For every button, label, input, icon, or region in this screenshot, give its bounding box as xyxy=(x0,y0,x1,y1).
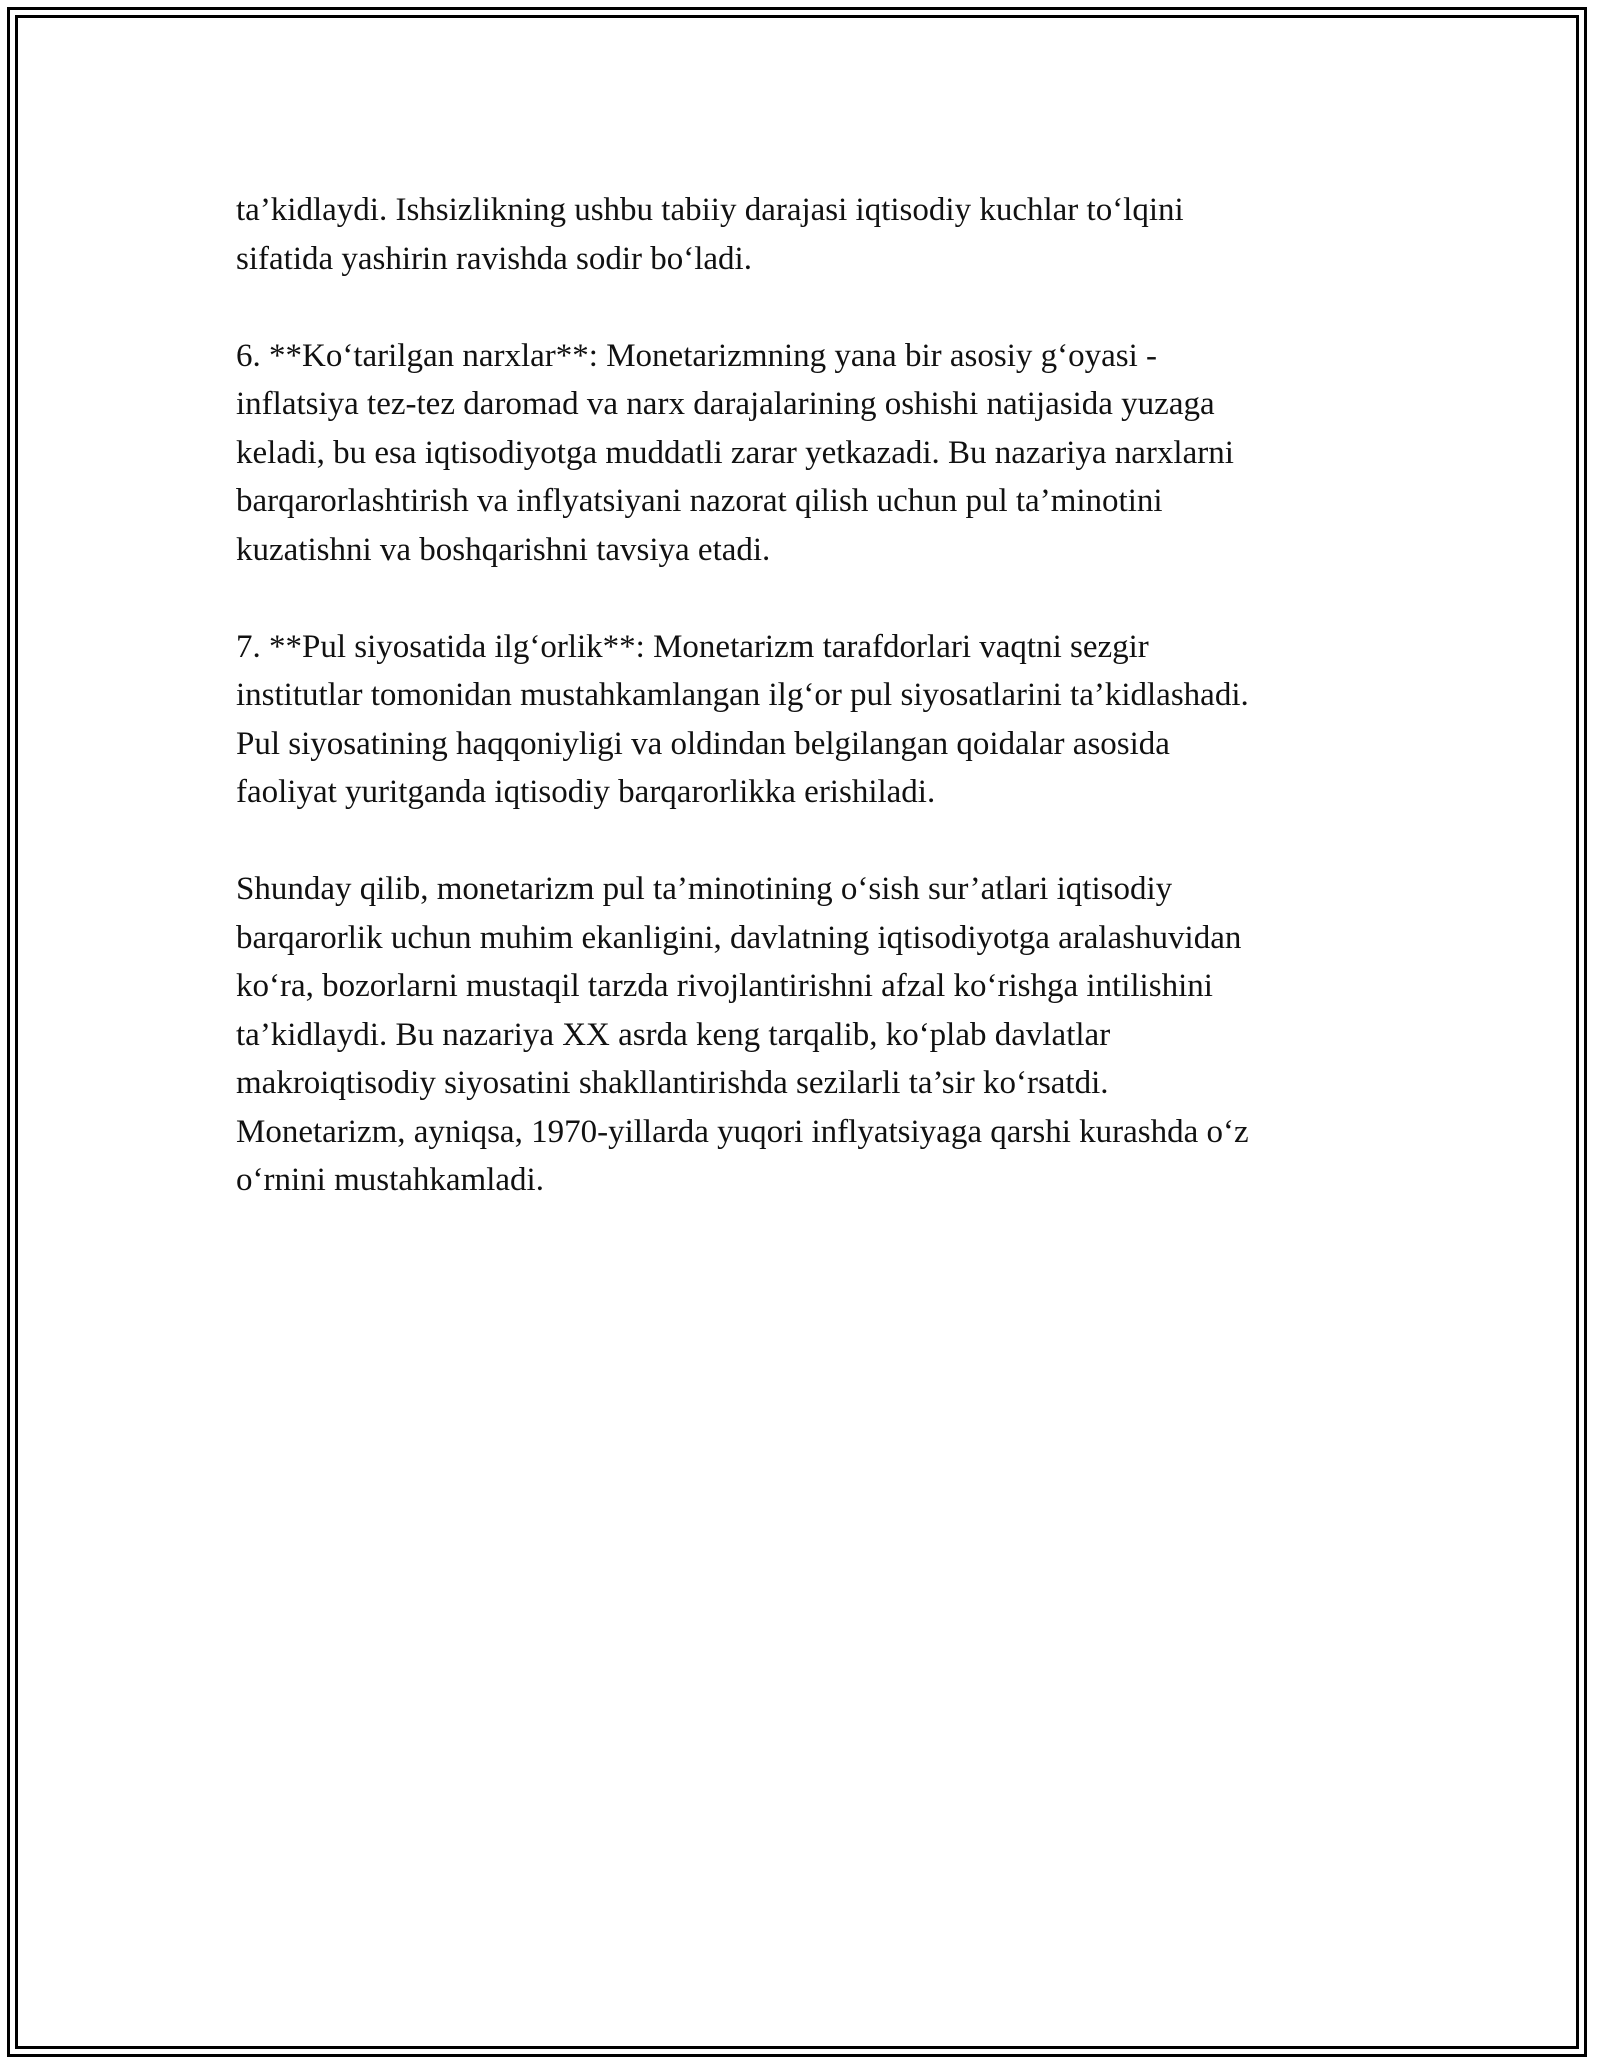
paragraph-monetary-policy-advancement: 7. **Pul siyosatida ilg‘orlik**: Monetarizm tarafdorlari vaqtni sezgir institutlar tomonidan mustahkamlangan ilg‘or pul siyosatlarini ta’kidlashadi. Pul siyosatining haqqoniyligi va oldindan belgilangan qoidalar asosida faoliyat yuritganda iqtisodiy barqarorlikka erishiladi. xyxy=(236,628,1249,810)
paragraph-natural-unemployment-continuation: ta’kidlaydi. Ishsizlikning ushbu tabiiy darajasi iqtisodiy kuchlar to‘lqini sifatida yashirin ravishda sodir bo‘ladi. xyxy=(236,192,1184,277)
paragraph-conclusion: Shunday qilib, monetarizm pul ta’minotining o‘sish sur’atlari iqtisodiy barqarorlik uchun muhim ekanligini, davlatning iqtisodiyotga aralashuvidan ko‘ra, bozorlarni mustaqil tarzda rivojlantirishni afzal ko‘rishga intilishini ta’kidlaydi. Bu nazariya XX asrda keng tarqalib, ko‘plab davlatlar makroiqtisodiy siyosatini shakllantirishda sezilarli ta’sir ko‘rsatdi. Monetarizm, ayniqsa, 1970-yillarda yuqori inflyatsiyaga qarshi kurashda o‘z o‘rnini mustahkamladi. xyxy=(236,871,1249,1198)
page-body xyxy=(236,186,1386,1253)
paragraph-rising-prices: 6. **Ko‘tarilgan narxlar**: Monetarizmning yana bir asosiy g‘oyasi - inflatsiya tez-tez daromad va narx darajalarining oshishi natijasida yuzaga keladi, bu esa iqtisodiyotga muddatli zarar yetkazadi. Bu nazariya narxlarni barqarorlashtirish va inflyatsiyani nazorat qilish uchun pul ta’minotini kuzatishni va boshqarishni tavsiya etadi. xyxy=(236,337,1234,568)
